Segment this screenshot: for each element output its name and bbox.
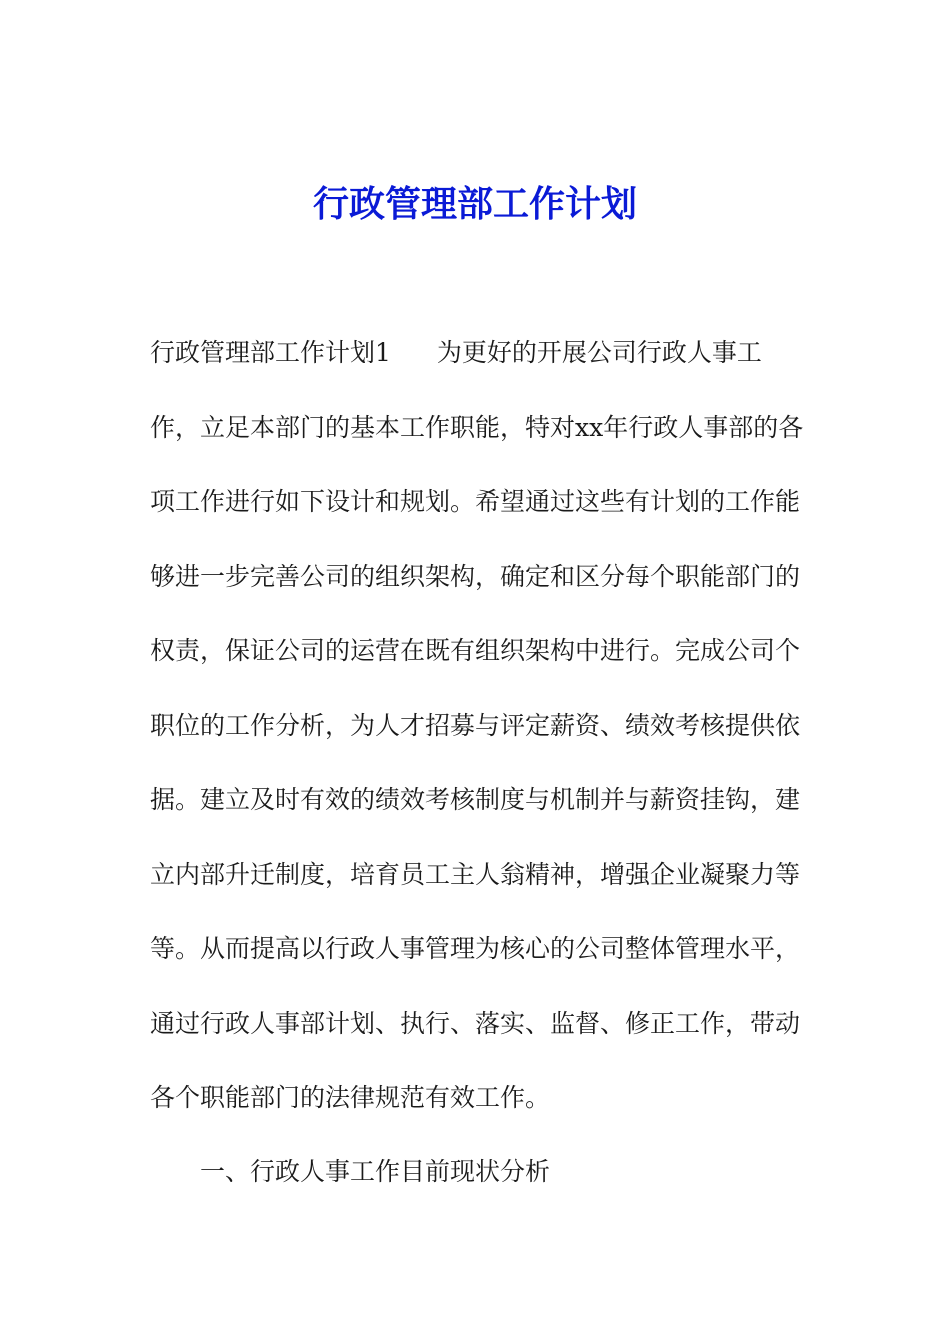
intro-paragraph (150, 316, 810, 1136)
paragraph-body-text: 为更好的开展公司行政人事工作，立足本部门的基本工作职能，特对xx年行政人事部的各项工作进行如下设计和规划。希望通过这些有计划的工作能够进一步完善公司的组织架构，确定和区分每个职能部门的权责，保证公司的运营在既有组织架构中进行。完成公司个职位的工作分析，为人才招募与评定薪资、绩效考核提供依据。建立及时有效的绩效考核制度与机制并与薪资挂钩，建立内部升迁制度，培育员工主人翁精神，增强企业凝聚力等等。从而提高以行政人事管理为核心的公司整体管理水平，通过行政人事部计划、执行、落实、监督、修正工作，带动各个职能部门的法律规范有效工作。 (150, 338, 804, 1112)
document-title: 行政管理部工作计划 (312, 183, 637, 225)
section-heading: 一、行政人事工作目前现状分析 (200, 1157, 551, 1186)
paragraph-lead-heading: 行政管理部工作计划1 (150, 338, 391, 367)
